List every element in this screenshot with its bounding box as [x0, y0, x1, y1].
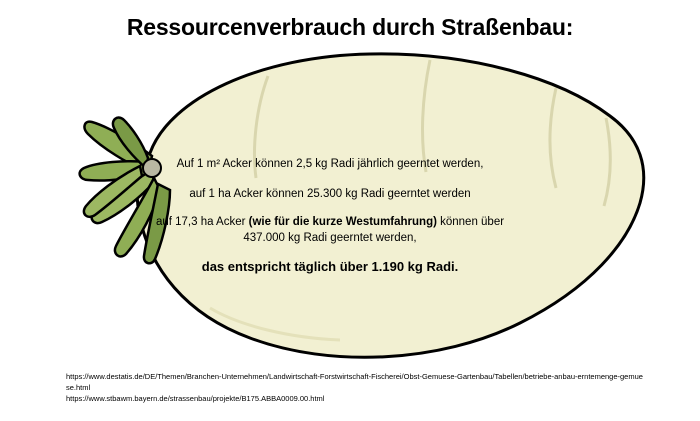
source-link-2[interactable]: https://www.stbawm.bayern.de/strassenbau/projekte/B175.ABBA0009.00.html [66, 393, 325, 403]
fact-line-3-highlight: (wie für die kurze Westumfahrung) [248, 216, 437, 228]
fact-line-3-part2: können über [436, 216, 505, 228]
fact-line-3-second: 437.000 kg Radi geerntet werden, [243, 231, 417, 244]
fact-line-3-part1: auf 17,3 ha Acker [155, 216, 249, 228]
source-link-1[interactable]: https://www.destatis.de/DE/Themen/Branchen-Unternehmen/Landwirtschaft-Forstwirtschaft-Fischerei/Obst-Gemuese-Gartenbau/Tabellen/betriebe-anbau-erntemenge-gemuese.html [66, 372, 643, 392]
fact-line-1: Auf 1 m² Acker können 2,5 kg Radi jährlich geerntet werden, [176, 158, 484, 170]
radish-body [137, 54, 644, 357]
fact-line-4: das entspricht täglich über 1.190 kg Radi. [201, 259, 459, 274]
daikon-radish-illustration [0, 38, 700, 368]
fact-line-2: auf 1 ha Acker können 25.300 kg Radi geerntet werden [189, 188, 471, 200]
source-list [66, 372, 646, 405]
page-title: Ressourcenverbrauch durch Straßenbau: [126, 14, 574, 40]
fact-line-3 [110, 215, 550, 246]
